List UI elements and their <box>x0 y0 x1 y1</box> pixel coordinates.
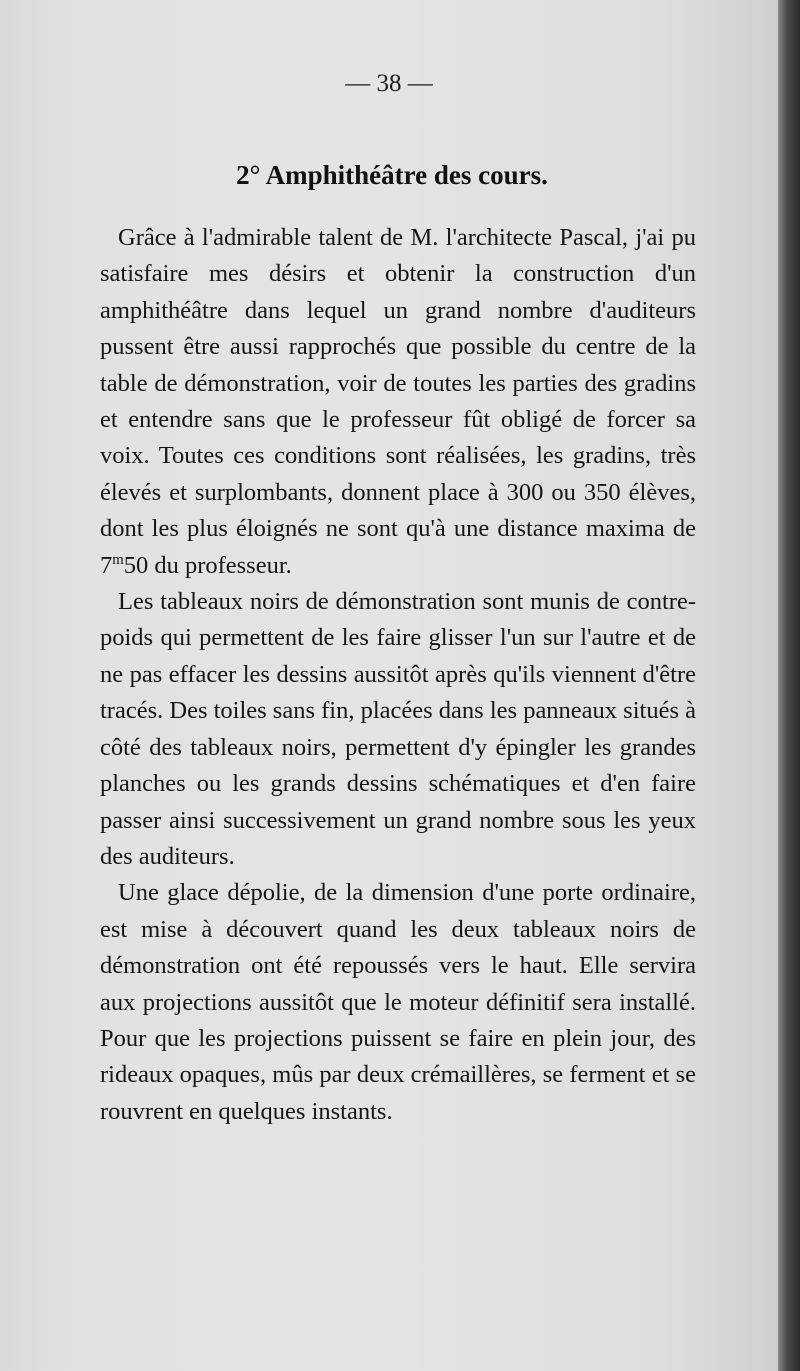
page-number: — 38 — <box>345 70 433 97</box>
unit-superscript: m <box>112 551 124 568</box>
paragraph-1-text: Grâce à l'admirable talent de M. l'architecte Pascal, j'ai pu satisfaire mes désirs et obtenir la construction d'un amphithéâtre dans lequel un grand nombre d'auditeurs pussent être aussi rapprochés que possible du centre de la table de démonstration, voir de toutes les parties des gradins et entendre sans que le professeur fût obligé de forcer sa voix. Toutes ces conditions sont réalisées, les gradins, très élevés et surplombants, donnent place à 300 ou 350 élèves, dont les plus éloignés ne sont qu'à une distance maxima de 7 <box>100 224 696 579</box>
paragraph-1 <box>100 220 696 584</box>
section-heading: 2° Amphithéâtre des cours. <box>236 160 548 190</box>
book-edge-shadow <box>778 0 800 1371</box>
paragraph-2: Les tableaux noirs de démonstration sont munis de contre-poids qui permettent de les faire glisser l'un sur l'autre et de ne pas effacer les dessins aussitôt après qu'ils viennent d'être tracés. Des toiles sans fin, placées dans les panneaux situés à côté des tableaux noirs, permettent d'y épingler les grandes planches ou les grands dessins schématiques et d'en faire passer ainsi successivement un grand nombre sous les yeux des auditeurs. <box>100 588 696 870</box>
paragraph-1-tail: 50 du professeur. <box>123 551 292 579</box>
paragraph-3: Une glace dépolie, de la dimension d'une porte ordinaire, est mise à découvert quand les deux tableaux noirs de démonstration ont été repoussés vers le haut. Elle servira aux projections aussitôt que le moteur définitif sera installé. Pour que les projections puissent se faire en plein jour, des rideaux opaques, mûs par deux crémaillères, se ferment et se rouvrent en quelques instants. <box>100 879 696 1125</box>
body-text <box>100 220 696 1130</box>
